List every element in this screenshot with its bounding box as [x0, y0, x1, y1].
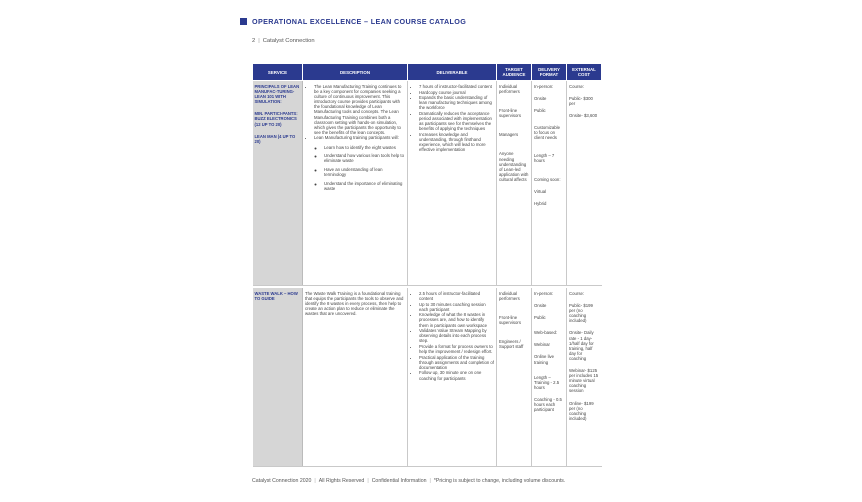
audience-item: Engineers / Support staff	[499, 339, 524, 350]
audience-item: Managers	[499, 132, 519, 138]
format-item: Webinar	[534, 342, 550, 348]
format-item: In-person:	[534, 84, 554, 89]
page-header	[240, 17, 466, 26]
description-cell	[303, 288, 408, 467]
page-footer: Catalyst Connection 2020 | All Rights Reserved | Confidential Information | *Pricing is subject to change, including volume discounts.	[252, 478, 566, 484]
format-item: Coaching - 0.5 hours each participant	[534, 396, 562, 413]
format-item: Public	[534, 315, 546, 321]
column-header-cost: EXTERNAL COST	[567, 64, 602, 81]
format-item: Onsite	[534, 303, 547, 309]
audience-item: Front-line supervisors	[499, 108, 521, 119]
footer-rights: All Rights Reserved	[318, 478, 365, 484]
service-cell	[253, 288, 303, 467]
description-subitem: ◦ Understand how various lean tools help to eliminate waste	[324, 153, 405, 163]
deliverable-item: • Provide a format for process owners to help the improvement / redesign effort.	[419, 344, 494, 354]
description-item: The Waste Walk Training is a foundational training that equips the participants the tools to observe and identify the 8 wastes in every process, then help to create an action plan to reduce or eliminate the wastes that are uncovered.	[305, 291, 404, 317]
column-header-format: DELIVERY FORMAT	[532, 64, 567, 81]
cost-item: Course:	[569, 84, 585, 89]
service-name: PRINCIPALS OF LEAN MANUFAC-TURING- LEAN 101 WITH SIMULATION:	[254, 84, 300, 105]
service-participants: MIN. PARTICI-PANTS: BUZZ ELECTRONICS (12 UP TO 20)	[254, 111, 298, 127]
deliverable-item: • Hardcopy course journal	[419, 90, 494, 95]
description-item: • Lean Manufacturing training participants will: ◦ Learn how to identify the eight wastes ◦ Understand how various lean tools help to eliminate waste ◦ Have an understanding of lean terminology ◦ Understand the importance of eliminating waste	[314, 135, 405, 190]
cost-item: Online- $199 per (no coaching included)	[569, 400, 594, 421]
deliverable-item: • Practical application of the training through assignments and completion of documentation	[419, 355, 494, 370]
service-cell	[253, 81, 303, 286]
column-header-description: DESCRIPTION	[303, 64, 408, 81]
deliverable-item: • 7 hours of instructor-facilitated content	[419, 84, 494, 89]
footer-pricing-note: *Pricing is subject to change, including volume discounts.	[433, 478, 566, 484]
table-row	[253, 81, 602, 286]
format-item: Public	[534, 108, 546, 114]
deliverable-item: • Up to 30 minutes coaching session each participant	[419, 302, 494, 312]
service-participants: LEAN MAN (4 UP TO 20)	[254, 133, 296, 144]
deliverable-item: • 2.5 hours of instructor-facilitated content	[419, 291, 494, 301]
table-header-row	[253, 64, 602, 81]
page-number: 2	[252, 38, 256, 44]
page-meta: 2 | Catalyst Connection	[252, 38, 315, 44]
format-cell	[532, 81, 567, 286]
format-item: Onsite	[534, 96, 547, 102]
cost-item: Course:	[569, 291, 585, 296]
deliverable-cell	[408, 81, 497, 286]
audience-item: Individual performers	[499, 291, 520, 302]
description-cell	[303, 81, 408, 286]
deliverable-item: • Validates Value Stream Mapping by observing details into each process step.	[419, 328, 494, 343]
format-item: Length – Training - 2.5 hours	[534, 374, 560, 390]
cost-cell	[567, 81, 602, 286]
format-item: In-person:	[534, 291, 554, 296]
deliverable-item: • Expands the basic understanding of lean manufacturing techniques among the workforce	[419, 95, 494, 110]
cost-item: Webinar- $125 per includes 15 minute virtual coaching session	[569, 368, 599, 394]
footer-org: Catalyst Connection 2020	[252, 478, 312, 484]
column-header-service: SERVICE	[253, 64, 303, 81]
service-name: WASTE WALK – HOW TO GUIDE	[254, 291, 298, 302]
footer-confidential: Confidential Information	[371, 478, 427, 484]
audience-item: Individual performers	[499, 84, 520, 95]
deliverable-item: • Follow up, 30 minute one on one coaching for participants	[419, 370, 494, 380]
audience-cell	[497, 288, 532, 467]
deliverable-item: • Dramatically reduces the acceptance period associated with implementation as participants see for themselves the benefits of applying the techniques	[419, 111, 494, 131]
deliverable-item: • Knowledge of what the 8 wastes in processes are, and how to identify them in participants own workspace	[419, 312, 494, 327]
format-item: Web-based:	[534, 330, 558, 336]
deliverable-cell	[408, 288, 497, 467]
table-row	[253, 288, 602, 467]
cost-item: Onsite- $3,600	[569, 113, 598, 119]
description-subitem: ◦ Have an understanding of lean terminology	[324, 167, 405, 177]
cost-cell	[567, 288, 602, 467]
header-title: OPERATIONAL EXCELLENCE – LEAN COURSE CATALOG	[252, 17, 467, 26]
format-item: Length – 7 hours	[534, 152, 555, 163]
description-item: • The Lean Manufacturing Training continues to be a key component for companies seeking a culture of continuous improvement. This introductory course provides participants with the foundational knowledge of Lean Manufacturing tools and concepts. The Lean Manufacturing Training combines both a classroom setting with hands-on simulation, which gives the participants the opportunity to see the benefits of the lean concepts.	[314, 84, 405, 135]
audience-cell	[497, 81, 532, 286]
column-header-audience: TARGET AUDIENCE	[497, 64, 532, 81]
cost-item: Public- $199 per (no coaching included)	[569, 303, 593, 324]
cost-item: Public- $300 per	[569, 96, 593, 107]
audience-item: Anyone needing understanding of Lean-led application with cultural affects	[499, 151, 529, 182]
format-cell	[532, 288, 567, 467]
course-catalog-table	[252, 63, 602, 467]
description-subitem: ◦ Learn how to identify the eight wastes	[324, 145, 405, 150]
format-item: Coming soon:	[534, 176, 561, 182]
header-square-icon	[240, 18, 247, 25]
cost-item: Onsite- Daily rate - 1 day- 1/half day for training, half day for coaching	[569, 330, 594, 361]
audience-item: Front-line supervisors	[499, 315, 521, 326]
format-item: Hybrid	[534, 200, 547, 206]
format-item: Online live training	[534, 354, 555, 365]
format-item: Virtual	[534, 188, 547, 194]
deliverable-item: • Increases knowledge and understanding, through firsthand experience, which will lead to more effective implementation	[419, 132, 494, 152]
format-item: Customizable to focus on client needs	[534, 125, 561, 141]
description-subitem: ◦ Understand the importance of eliminating waste	[324, 181, 405, 191]
column-header-deliverable: DELIVERABLE	[408, 64, 497, 81]
page-org: Catalyst Connection	[262, 38, 315, 44]
